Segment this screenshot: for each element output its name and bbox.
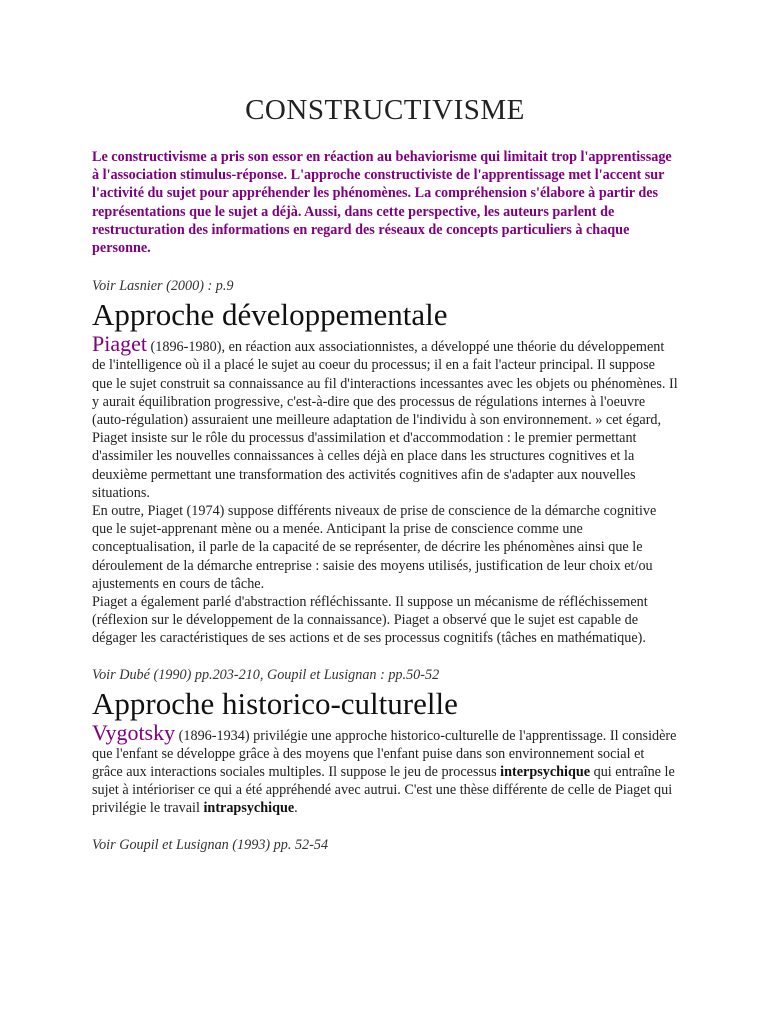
vygotsky-paragraph: [92, 719, 678, 818]
section-title-developpementale: Approche développementale: [92, 297, 448, 333]
reference-dube: Voir Dubé (1990) pp.203-210, Goupil et Lusignan : pp.50-52: [92, 666, 440, 683]
piaget-paragraph-1: [92, 331, 678, 502]
term-intrapsychique: intrapsychique: [203, 800, 295, 817]
vygotsky-text-2: qui entraîne le sujet à intérioriser ce qui a été appréhendé avec autrui. C'est une thèse différente de celle de Piaget qui privilégie le travail: [92, 764, 675, 817]
piaget-paragraph-3: Piaget a également parlé d'abstraction réfléchissante. Il suppose un mécanisme de réfléchissement (réflexion sur le développement de la connaissance). Piaget a observé que le sujet est capable de dégager les caractéristiques de ses actions et de ses processus cognitifs (tâches en mathématique).: [92, 594, 648, 647]
term-interpsychique: interpsychique: [500, 764, 591, 781]
piaget-paragraph-1-text: (1896-1980), en réaction aux associationnistes, a développé une théorie du développement de l'intelligence où il a placé le sujet au coeur du processus; il en a fait l'acteur principal. Il suppose que le sujet construit sa connaissance au fil d'interactions incessantes avec les objets ou phénomènes. Il y aurait équilibration progressive, c'est-à-dire que des processus de régulations internes à l'oeuvre (auto-régulation) assuraient une meilleure adaptation de l'individu à son environnement. » cet égard, Piaget insiste sur le rôle du processus d'assimilation et d'accommodation : le premier permettant d'assimiler les nouvelles connaissances à celles déjà en place dans les structures cognitives et la deuxième permettant une transformation des activités cognitives afin de s'adapter aux nouvelles situations.: [92, 339, 678, 501]
reference-goupil-lusignan: Voir Goupil et Lusignan (1993) pp. 52-54: [92, 836, 329, 853]
author-name-vygotsky: Vygotsky: [92, 719, 176, 745]
section-title-historico-culturelle: Approche historico-culturelle: [92, 685, 458, 721]
page-title: CONSTRUCTIVISME: [245, 94, 525, 126]
piaget-paragraph-2: En outre, Piaget (1974) suppose différents niveaux de prise de conscience de la démarche cognitive que le sujet-apprenant mène ou a menée. Anticipant la prise de conscience comme une conceptualisation, il parle de la capacité de se représenter, de décrire les phénomènes ainsi que le déroulement de la démarche entreprise : saisie des moyens utilisés, justification de leur choix et/ou ajustements en cours de tâche.: [92, 503, 657, 592]
vygotsky-text-1: (1896-1934) privilégie une approche historico-culturelle de l'apprentissage. Il considère que l'enfant se développe grâce à des moyens que l'enfant puise dans son environnement social et grâce aux interactions sociales multiples. Il suppose le jeu de processus: [92, 727, 677, 781]
vygotsky-text-3: .: [294, 800, 298, 817]
author-name-piaget: Piaget: [92, 331, 147, 357]
intro-paragraph: Le constructivisme a pris son essor en réaction au behaviorisme qui limitait trop l'apprentissage à l'association stimulus-réponse. L'approche constructiviste de l'apprentissage met l'accent sur l'activité du sujet pour appréhender les phénomènes. La compréhension s'élabore à partir des représentations que le sujet a déjà. Aussi, dans cette perspective, les auteurs parlent de restructuration des informations en regard des réseaux de concepts particuliers à chaque personne.: [92, 149, 672, 257]
reference-lasnier: Voir Lasnier (2000) : p.9: [92, 278, 234, 295]
